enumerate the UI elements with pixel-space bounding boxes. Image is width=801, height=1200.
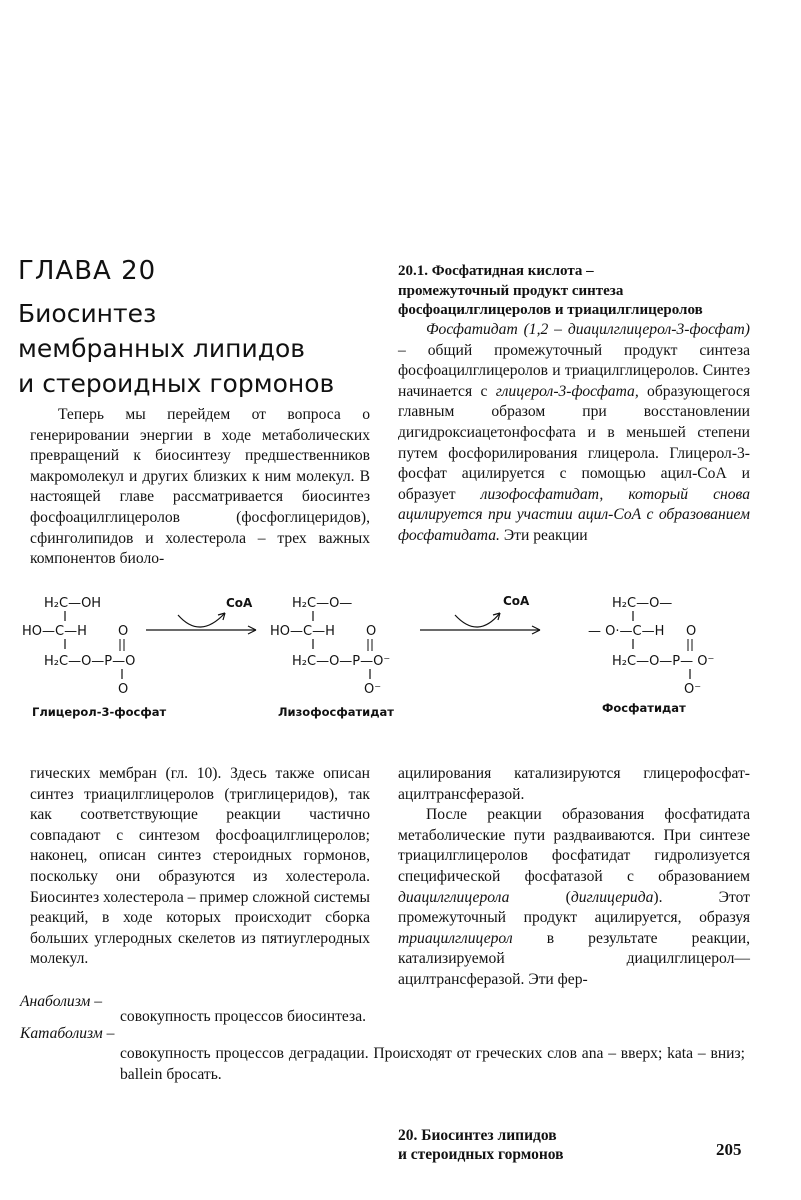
section-text-continued: ацилирования катализируются глицерофосфат-ацилтрансферазой. (398, 765, 750, 803)
section-heading-line: 20.1. Фосфатидная кислота – (398, 263, 594, 279)
mol2-p-bottom: O⁻ (364, 682, 382, 697)
mol3-label: Фосфатидат (602, 701, 686, 715)
term-triacylglycerol: триацилглицерол (398, 929, 513, 947)
mol2-row1: H₂C—O— (292, 596, 353, 611)
mol2-p-top: O (366, 624, 377, 639)
mol3-row1: H₂C—O— (612, 596, 673, 611)
section-heading (398, 262, 758, 321)
intro-text-part1: Теперь мы перейдем от вопроса о генерировании энергии в ходе метаболических превращений к биосинтезу предшественников макромолекул и других близких к ним молекул. В настоящей главе рассматривается биосинтез фосфоацилглицеролов (фосфоглицеридов), сфинголипидов и холестерола – трех важных компонентов биоло- (30, 406, 370, 568)
page-number: 205 (716, 1140, 742, 1159)
mol3-row2: — O·—C—H (588, 624, 665, 639)
mol3-p-top: O (686, 624, 697, 639)
cofactor-coa-2: CoA (503, 594, 530, 608)
term-phosphatidate: Фосфатидат (1,2 – диацилглицерол-3-фосфат) (426, 321, 750, 338)
glossary-term-anabolism: Анаболизм – (20, 993, 103, 1010)
section-text: ( (509, 888, 571, 906)
cofactor-coa-1: CoA (226, 596, 253, 610)
section-text: образующегося главным образом при восстановлении дигидроксиацетонфосфата и в меньшей степени путем фосфорилирования глицерола. Глицерол-3-фосфат ацилируется с помощью ацил-СоА и образует (398, 382, 751, 503)
intro-text-part2: гических мембран (гл. 10). Здесь также описан синтез триацилглицеролов (триглицеридов), так как соответствующие реакции частично совпадают с синтезом фосфоацилглицеролов; наконец, описан синтез стероидных гормонов, поскольку они образуются из холестерола. Биосинтез холестерола – пример сложной системы реакций, в ходе которых происходит сборка больших углеродных скелетов из пятиуглеродных молекул. (30, 765, 370, 968)
section-text: Эти реакции (499, 526, 588, 544)
section-text: После реакции образования фосфатидата метаболические пути раздваиваются. При синтезе триацилглицеролов фосфатидат гидролизуется специфической фосфатазой с образованием (398, 806, 750, 885)
term-glycerol-3-phosphate: глицерол-3-фосфата, (495, 382, 639, 400)
molecule-phosphatidate (588, 596, 714, 715)
footer-title-line: 20. Биосинтез липидов (398, 1127, 557, 1144)
mol3-row3: H₂C—O—P— O⁻ (612, 654, 715, 669)
mol1-p-bottom: O (118, 682, 129, 697)
chapter-title (18, 296, 388, 401)
term-lysophosphatidate: лизофосфатидат, который снова ацилируется при участии ацил-СоА с образованием фосфатидата. (398, 485, 750, 544)
reaction-arrow-1 (146, 596, 256, 634)
section-paragraph-top (398, 320, 750, 547)
intro-paragraph-top (30, 405, 370, 570)
reaction-scheme (0, 585, 801, 725)
term-diacylglycerol: диацилглицерола (398, 888, 510, 906)
mol2-row2: HO—C—H (270, 624, 335, 639)
chapter-title-line: и стероидных гормонов (18, 369, 335, 398)
glossary-def-catabolism: совокупность процессов деградации. Происходят от греческих слов ana – вверх; kata – вниз; ballein бросать. (120, 1045, 745, 1083)
mol1-label: Глицерол-3-фосфат (32, 705, 167, 719)
chapter-title-line: мембранных липидов (18, 334, 306, 363)
section-text: ). Этот промежуточный продукт ацилируется, образуя (398, 888, 750, 927)
mol2-row3: H₂C—O—P—O⁻ (292, 654, 391, 669)
term-diglyceride: диглицерида (570, 888, 654, 906)
running-footer (398, 1126, 564, 1164)
section-text: – общий промежуточный продукт синтеза фосфоацилглицеролов и триацилглицеролов. Синтез начинается с (398, 341, 750, 400)
section-heading-line: промежуточный продукт синтеза (398, 282, 624, 299)
mol2-label: Лизофосфатидат (278, 705, 394, 719)
mol1-p-top: O (118, 624, 129, 639)
reaction-arrow-2 (420, 594, 540, 634)
mol1-row3: H₂C—O—P—O (44, 654, 136, 669)
glossary-def-anabolism: совокупность процессов биосинтеза. (120, 1008, 367, 1025)
molecule-lysophosphatidate (270, 596, 394, 719)
section-text: в результате реакции, катализируемой диацилглицерол—ацилтрансферазой. Эти фер- (398, 929, 750, 988)
mol1-row2: HO—C—H (22, 624, 87, 639)
chapter-title-line: Биосинтез (18, 299, 157, 328)
footer-title-line: и стероидных гормонов (398, 1146, 564, 1163)
molecule-glycerol-3-phosphate (22, 596, 167, 719)
mol3-p-bottom: O⁻ (684, 682, 702, 697)
section-paragraph-bottom (398, 764, 750, 991)
intro-paragraph-bottom (30, 764, 370, 970)
section-heading-line: фосфоацилглицеролов и триацилглицеролов (398, 302, 703, 318)
glossary-term-catabolism: Катаболизм – (20, 1025, 115, 1042)
chapter-label: ГЛАВА 20 (18, 256, 157, 286)
mol1-row1: H₂C—OH (44, 596, 102, 611)
